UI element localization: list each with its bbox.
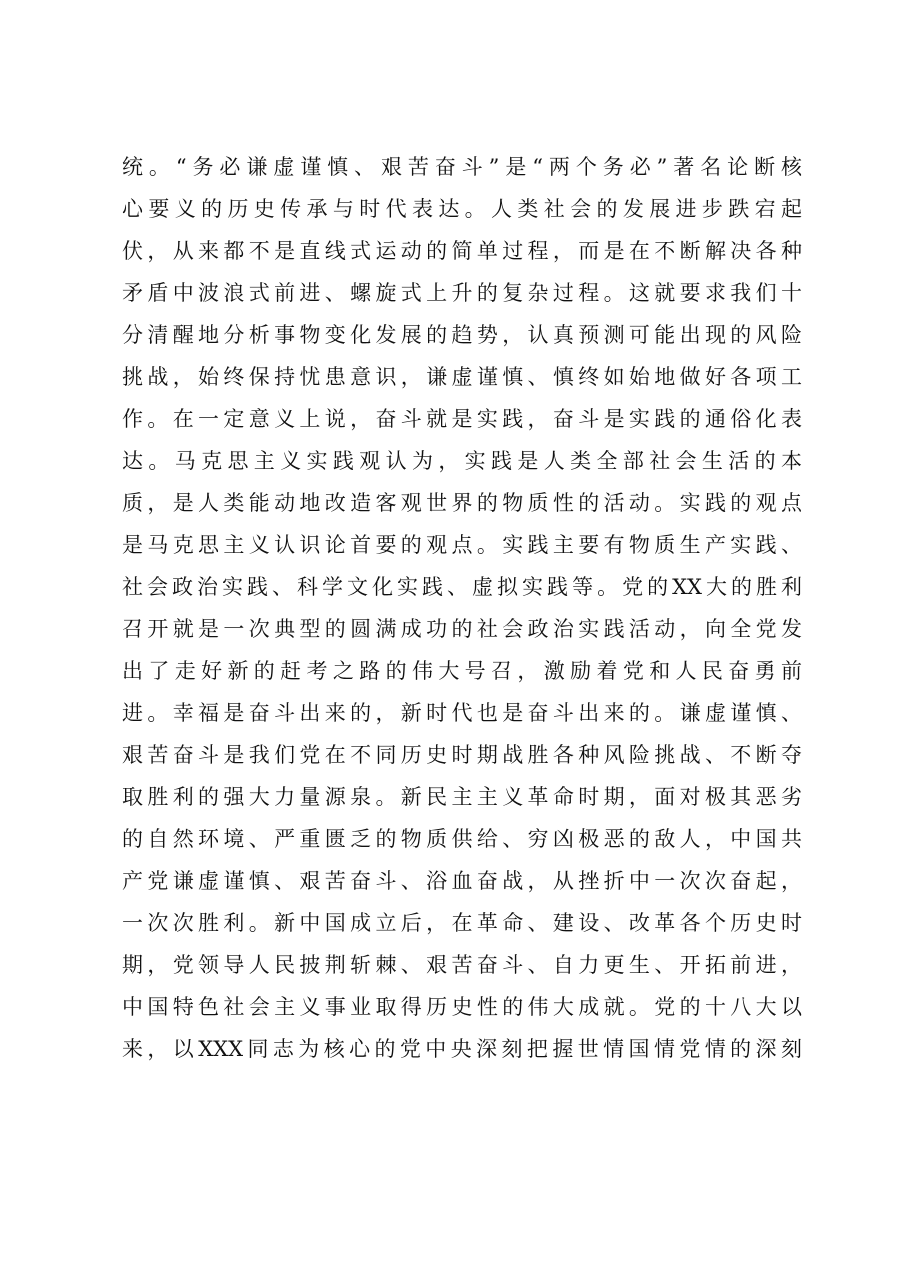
text-line: 一次次胜利。新中国成立后，在革命、建设、改革各个历史时 xyxy=(122,911,802,935)
text-line: 矛盾中波浪式前进、螺旋式上升的复杂过程。这就要求我们十 xyxy=(122,281,802,305)
text-line: 分清醒地分析事物变化发展的趋势，认真预测可能出现的风险 xyxy=(122,323,802,347)
text-line: 期，党领导人民披荆斩棘、艰苦奋斗、自力更生、开拓前进， xyxy=(122,953,802,977)
body-paragraph xyxy=(122,146,802,1070)
text-line: 出了走好新的赶考之路的伟大号召，激励着党和人民奋勇前 xyxy=(122,659,802,683)
text-line: 来，以XXX同志为核心的党中央深刻把握世情国情党情的深刻 xyxy=(122,1037,802,1061)
text-line: 产党谦虚谨慎、艰苦奋斗、浴血奋战，从挫折中一次次奋起， xyxy=(122,869,802,893)
text-line: 召开就是一次典型的圆满成功的社会政治实践活动，向全党发 xyxy=(122,617,802,641)
text-line: 进。幸福是奋斗出来的，新时代也是奋斗出来的。谦虚谨慎、 xyxy=(122,701,802,725)
text-line: 统。“务必谦虚谨慎、艰苦奋斗”是“两个务必”著名论断核 xyxy=(122,155,802,179)
text-line: 作。在一定意义上说，奋斗就是实践，奋斗是实践的通俗化表 xyxy=(122,407,802,431)
text-line: 挑战，始终保持忧患意识，谦虚谨慎、慎终如始地做好各项工 xyxy=(122,365,802,389)
text-line: 的自然环境、严重匮乏的物质供给、穷凶极恶的敌人，中国共 xyxy=(122,827,802,851)
text-line: 心要义的历史传承与时代表达。人类社会的发展进步跌宕起 xyxy=(122,197,802,221)
text-line: 达。马克思主义实践观认为，实践是人类全部社会生活的本 xyxy=(122,449,802,473)
text-line: 取胜利的强大力量源泉。新民主主义革命时期，面对极其恶劣 xyxy=(122,785,802,809)
text-line: 中国特色社会主义事业取得历史性的伟大成就。党的十八大以 xyxy=(122,995,802,1019)
text-line: 艰苦奋斗是我们党在不同历史时期战胜各种风险挑战、不断夺 xyxy=(122,743,802,767)
text-line: 是马克思主义认识论首要的观点。实践主要有物质生产实践、 xyxy=(122,533,802,557)
text-line: 质，是人类能动地改造客观世界的物质性的活动。实践的观点 xyxy=(122,491,802,515)
text-line: 伏，从来都不是直线式运动的简单过程，而是在不断解决各种 xyxy=(122,239,802,263)
text-line: 社会政治实践、科学文化实践、虚拟实践等。党的XX大的胜利 xyxy=(122,575,802,599)
